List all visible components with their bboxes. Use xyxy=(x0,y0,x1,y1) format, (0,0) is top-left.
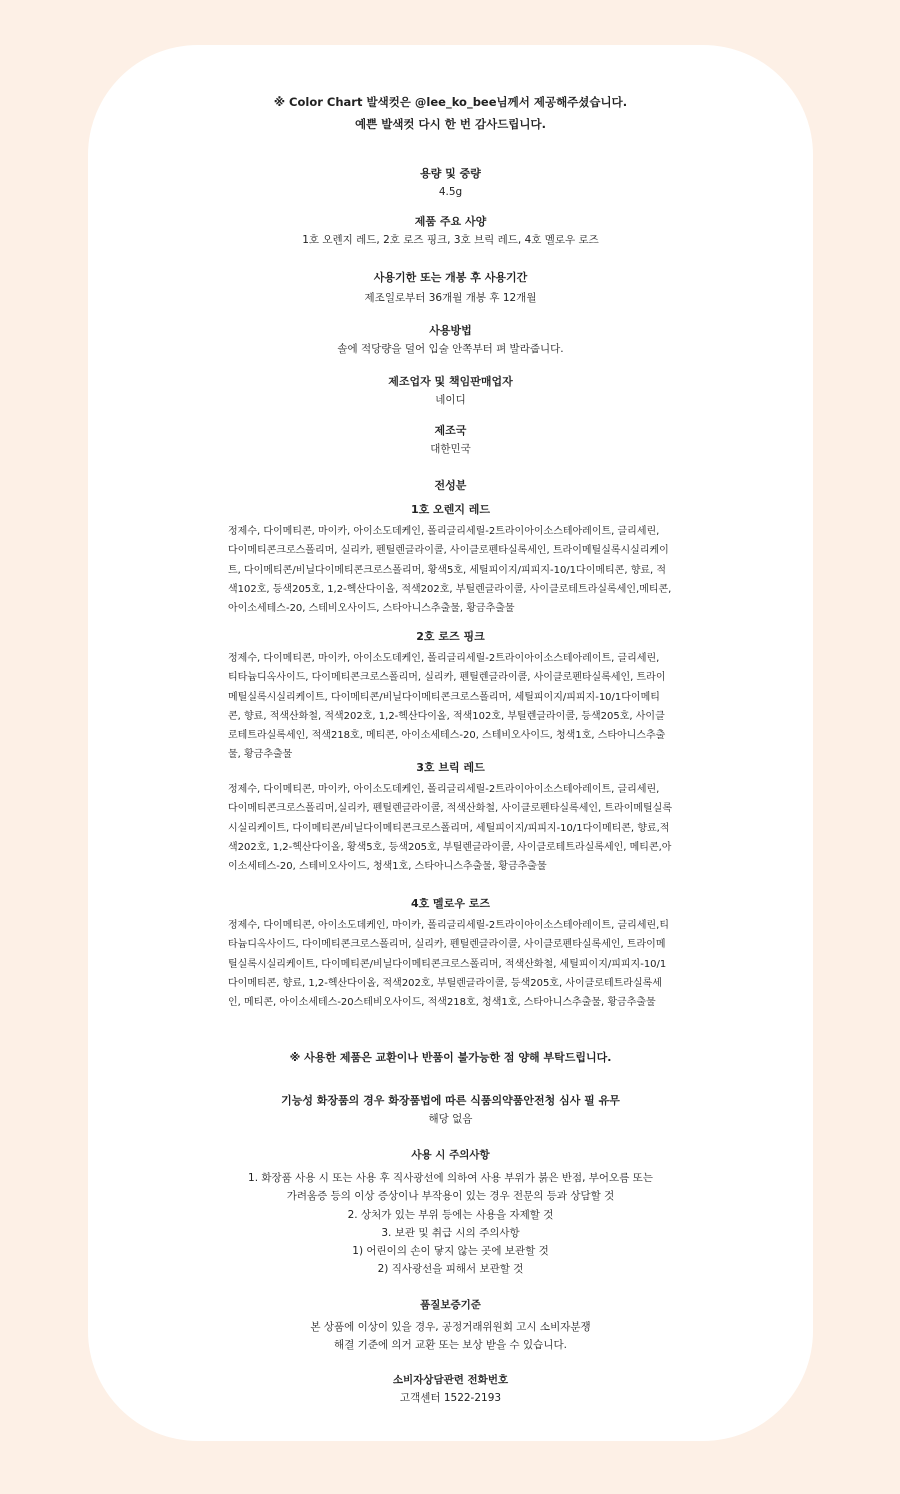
cautions xyxy=(88,1146,813,1278)
spec-manufacturer xyxy=(88,373,813,409)
functional-value: 해당 없음 xyxy=(428,1113,473,1125)
spec-capacity xyxy=(88,165,813,201)
spec-value: 네이디 xyxy=(435,394,466,406)
functional-cosmetic xyxy=(88,1092,813,1128)
spec-value: 제조일로부터 36개월 개봉 후 12개월 xyxy=(364,292,537,304)
color-chart-notice xyxy=(88,91,813,135)
contact xyxy=(88,1371,813,1407)
spec-value: 4.5g xyxy=(438,186,463,198)
caution-line: 1. 화장품 사용 시 또는 사용 후 직사광선에 의하여 사용 부위가 붉은 반점, 부어오름 또는 xyxy=(248,1172,653,1185)
exchange-notice: ※ 사용한 제품은 교환이나 반품이 불가능한 점 양해 부탁드립니다. xyxy=(289,1051,612,1064)
spec-label: 사용기한 또는 개봉 후 사용기간 xyxy=(373,271,528,284)
spec-country xyxy=(88,422,813,458)
spec-usage xyxy=(88,322,813,358)
spec-value: 1호 오렌지 레드, 2호 로즈 핑크, 3호 브릭 레드, 4호 멜로우 로즈 xyxy=(302,234,599,246)
spec-expiry xyxy=(88,269,813,307)
contact-value: 고객센터 1522-2193 xyxy=(399,1392,502,1405)
caution-line: 가려움증 등의 이상 증상이나 부작용이 있는 경우 전문의 등과 상담할 것 xyxy=(286,1190,615,1203)
caution-line: 2. 상처가 있는 부위 등에는 사용을 자제할 것 xyxy=(347,1208,554,1221)
ingredients-title: 전성분 xyxy=(434,479,467,492)
spec-main-specs xyxy=(88,213,813,249)
quality-line: 본 상품에 이상이 있을 경우, 공정거래위원회 고시 소비자분쟁 xyxy=(310,1321,591,1334)
contact-label: 소비자상담관련 전화번호 xyxy=(392,1374,509,1386)
spec-label: 제조업자 및 책임판매업자 xyxy=(388,375,513,388)
ingredient-list: 정제수, 다이메티콘, 마이카, 아이소도데케인, 폴리글리세릴-2트라이아이소스테아레이트, 글리세린, 다이메티콘크로스폴리머,실리카, 펜틸렌글라이콜, 적색산화철, 사이클로펜타실록세인, 트라이메틸실록시실리케이트, 다이메티콘/비닐다이메티콘크로스폴리머, 세틸피이지/피피지-10/1다이메티콘, 향료,적색202호, 1,2-헥산다이올, 황색5호, 등색205호, 부틸렌글라이콜, 사이클로테트라실록세인, 메티콘,아이소세테스-20, 스테비오사이드, 청색1호, 스타아니스추출물, 황금추출물 xyxy=(228,784,672,873)
spec-label: 제품 주요 사양 xyxy=(414,215,487,228)
spec-value: 솔에 적당량을 덜어 입술 안쪽부터 펴 발라줍니다. xyxy=(337,343,564,355)
ingredient-list: 정제수, 다이메티콘, 마이카, 아이소도데케인, 폴리글리세릴-2트라이아이소스테아레이트, 글리세린, 다이메티콘크로스폴리머, 실리카, 펜틸렌글라이콜, 사이클로펜타실록세인, 트라이메틸실록시실리케이트, 다이메티콘/비닐다이메티콘크로스폴리머, 황색5호, 세틸피이지/피피지-10/1다이메티콘, 향료, 적색102호, 등색205호, 1,2-헥산다이올, 적색202호, 부틸렌글라이콜, 사이클로테트라실록세인,메티콘, 아이소세테스-20, 스테비오사이드, 스타아니스추출물, 황금추출물 xyxy=(228,526,672,615)
ingredient-list: 정제수, 다이메티콘, 마이카, 아이소도데케인, 폴리글리세릴-2트라이아이소스테아레이트, 글리세린, 티타늄디옥사이드, 다이메티콘크로스폴리머, 실리카, 펜틸렌글라이콜, 사이클로펜타실록세인, 트라이메틸실록시실리케이트, 다이메티콘/비닐다이메티콘크로스폴리머, 세틸피이지/피피지-10/1다이메티콘, 향료, 적색산화철, 적색202호, 1,2-헥산다이올, 적색102호, 부틸렌글라이콜, 등색205호, 사이클로테트라실록세인, 적색218호, 메티콘, 아이소세테스-20, 스테비오사이드, 청색1호, 스타아니스추출물, 황금추출물 xyxy=(228,653,666,761)
spec-value: 대한민국 xyxy=(430,443,471,455)
ingredient-name: 2호 로즈 핑크 xyxy=(416,630,485,643)
ingredient-name: 1호 오렌지 레드 xyxy=(410,503,491,516)
spec-label: 제조국 xyxy=(434,424,467,437)
functional-label: 기능성 화장품의 경우 화장품법에 따른 식품의약품안전청 심사 필 유무 xyxy=(281,1094,620,1107)
spec-label: 용량 및 중량 xyxy=(420,167,481,180)
quality-standard xyxy=(88,1296,813,1355)
cautions-label: 사용 시 주의사항 xyxy=(411,1149,490,1161)
ingredient-name: 4호 멜로우 로즈 xyxy=(410,897,491,910)
info-card xyxy=(88,45,813,1441)
caution-line: 2) 직사광선을 피해서 보관할 것 xyxy=(377,1263,524,1276)
ingredient-name: 3호 브릭 레드 xyxy=(416,761,485,774)
quality-label: 품질보증기준 xyxy=(420,1299,481,1311)
ingredient-list: 정제수, 다이메티콘, 아이소도데케인, 마이카, 폴리글리세릴-2트라이아이소스테아레이트, 글리세린,티타늄디옥사이드, 다이메티콘크로스폴리머, 실리카, 펜틸렌글라이콜, 사이클로펜타실록세인, 트라이메틸실록시실리케이트, 다이메티콘/비닐다이메티콘크로스폴리머, 적색산화철, 세틸피이지/피피지-10/1다이메티콘, 향료, 1,2-헥산다이올, 적색202호, 부틸렌글라이콜, 등색205호, 사이클로테트라실록세인, 메티콘, 아이소세테스-20스테비오사이드, 적색218호, 청색1호, 스타아니스추출물, 황금추출물 xyxy=(228,920,669,1009)
caution-line: 1) 어린이의 손이 닿지 않는 곳에 보관할 것 xyxy=(352,1245,549,1258)
spec-label: 사용방법 xyxy=(429,324,472,337)
quality-line: 해결 기준에 의거 교환 또는 보상 받을 수 있습니다. xyxy=(334,1339,567,1352)
notice-line-1: ※ Color Chart 발색컷은 @lee_ko_bee님께서 제공해주셨습니다. xyxy=(273,95,628,109)
notice-line-2: 예쁜 발색컷 다시 한 번 감사드립니다. xyxy=(354,117,547,131)
caution-line: 3. 보관 및 취급 시의 주의사항 xyxy=(381,1226,520,1239)
